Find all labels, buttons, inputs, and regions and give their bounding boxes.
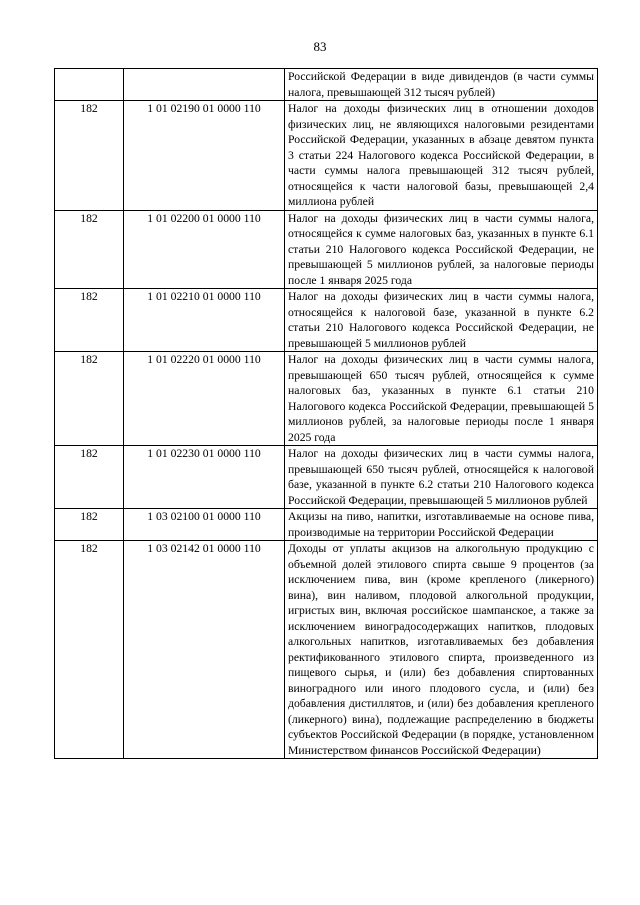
admin-code-cell: 182 [55, 446, 124, 509]
description-cell: Доходы от уплаты акцизов на алкогольную продукцию с объемной долей этилового спирта свыше 9 процентов (за исключением пива, вин (кроме крепленого (ликерного) вина), вин наливом, плодовой алкогольной продукции, игристых вин, включая российское шампанское, а также за исключением виноградосодержащих напитков, плодовых алкогольных напитков, изготавливаемых без добавления ректификованного этилового спирта, произведенного из пищевого сырья, и (или) без добавления спиртованных виноградного или иного плодового сусла, и (или) без добавления дистиллятов, и (или) без добавления крепленого (ликерного) вина), подлежащие распределению в бюджеты субъектов Российской Федерации (в порядке, установленном Министерством финансов Российской Федерации) [285, 541, 598, 759]
table-row [55, 69, 598, 101]
table-row [55, 289, 598, 352]
budget-code-cell: 1 01 02230 01 0000 110 [124, 446, 285, 509]
budget-code-cell: 1 01 02220 01 0000 110 [124, 352, 285, 446]
admin-code-cell [55, 69, 124, 101]
budget-code-cell: 1 01 02190 01 0000 110 [124, 101, 285, 211]
admin-code-cell: 182 [55, 289, 124, 352]
description-cell: Налог на доходы физических лиц в отношении доходов физических лиц, не являющихся налоговыми резидентами Российской Федерации, указанных в абзаце девятом пункта 3 статьи 224 Налогового кодекса Российской Федерации, в части суммы налога превышающей 312 тысяч рублей, относящейся к части налоговой базы, превышающей 2,4 миллиона рублей [285, 101, 598, 211]
budget-code-cell: 1 03 02142 01 0000 110 [124, 541, 285, 759]
description-cell: Налог на доходы физических лиц в части суммы налога, превышающей 650 тысяч рублей, относящейся к налоговой базе, указанной в пункте 6.2 статьи 210 Налогового кодекса Российской Федерации, превышающей 5 миллионов рублей [285, 446, 598, 509]
description-cell: Налог на доходы физических лиц в части суммы налога, превышающей 650 тысяч рублей, относящейся к сумме налоговых баз, указанных в пункте 6.1 статьи 210 Налогового кодекса Российской Федерации, превышающей 5 миллионов рублей, за налоговые периоды после 1 января 2025 года [285, 352, 598, 446]
budget-code-cell: 1 01 02210 01 0000 110 [124, 289, 285, 352]
page-number: 83 [313, 39, 327, 54]
table-row [55, 509, 598, 541]
budget-code-cell: 1 03 02100 01 0000 110 [124, 509, 285, 541]
description-cell: Акцизы на пиво, напитки, изготавливаемые на основе пива, производимые на территории Российской Федерации [285, 509, 598, 541]
description-cell: Налог на доходы физических лиц в части суммы налога, относящейся к сумме налоговых баз, указанных в пункте 6.1 статьи 210 Налогового кодекса Российской Федерации, не превышающей 5 миллионов рублей, за налоговые периоды после 1 января 2025 года [285, 210, 598, 289]
budget-classification-table [54, 68, 598, 759]
admin-code-cell: 182 [55, 541, 124, 759]
table-row [55, 446, 598, 509]
admin-code-cell: 182 [55, 101, 124, 211]
table-row [55, 210, 598, 289]
description-cell: Налог на доходы физических лиц в части суммы налога, относящейся к налоговой базе, указанной в пункте 6.2 статьи 210 Налогового кодекса Российской Федерации, не превышающей 5 миллионов рублей [285, 289, 598, 352]
admin-code-cell: 182 [55, 352, 124, 446]
table-row [55, 101, 598, 211]
table-row [55, 541, 598, 759]
admin-code-cell: 182 [55, 210, 124, 289]
table-row [55, 352, 598, 446]
budget-code-cell: 1 01 02200 01 0000 110 [124, 210, 285, 289]
description-cell: Российской Федерации в виде дивидендов (в части суммы налога, превышающей 312 тысяч рублей) [285, 69, 598, 101]
admin-code-cell: 182 [55, 509, 124, 541]
budget-code-cell [124, 69, 285, 101]
